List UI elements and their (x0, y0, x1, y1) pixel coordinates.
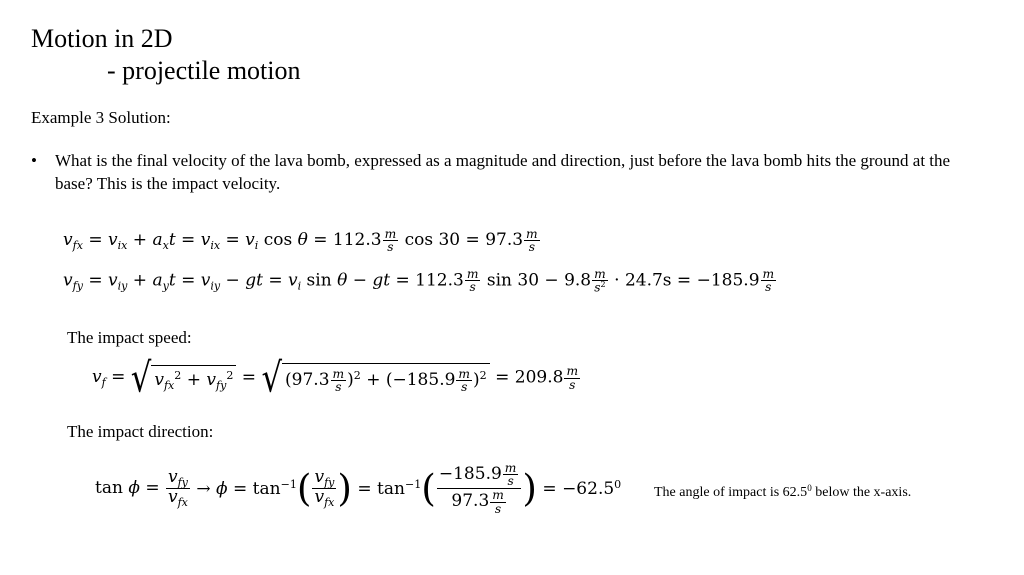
angle-note-prefix: The angle of impact is 62.5 (654, 485, 808, 500)
equation-impact-speed: $v_f$ = √ $v_{fx}^2 + v_{fy}^2$ = √ (97.3 $\frac{m}{s}$ )$^2$ + (−185.9 $\frac{m}{s}$ )$^2$ = 209.8 $\frac{m}{s}$ (92, 354, 579, 402)
vfy-gravity: 9.8 (564, 270, 592, 291)
vfx-initial-speed: 112.3 (332, 230, 382, 251)
vfx-trig: cos 30 (404, 230, 461, 251)
direction-num-value: −185.9 (438, 464, 502, 485)
bullet-marker: • (31, 151, 37, 170)
slide-subtitle-line: - projectile motion (107, 56, 301, 85)
example-label: Example 3 Solution: (31, 108, 171, 127)
impact-direction-label: The impact direction: (67, 422, 214, 441)
speed-vfx-value: 97.3 (291, 370, 330, 391)
impact-speed-label: The impact speed: (67, 328, 192, 347)
speed-vfy-value: −185.9 (392, 370, 456, 391)
angle-note (654, 482, 911, 503)
bullet-question: What is the final velocity of the lava bomb, expressed as a magnitude and direction, just before the lava bomb hits the ground at the base? This is the impact velocity. (55, 151, 951, 193)
sqrt-values: √ (97.3 $\frac{m}{s}$ )$^2$ + (−185.9 $\frac{m}{s}$ )$^2$ (261, 362, 489, 394)
vfx-result: 97.3 (485, 230, 524, 251)
equation-impact-direction: tan ϕ = $\frac{v_{fy}}{v_{fx}}$ → $\phi = \tan^{-1}$( $\frac{v_{fy}}{v_{fx}}$ ) = $\tan^{-1}$( −185.9 $\frac{m}{s}$ 97.3 $\frac{m}{s}$ ) = $-62.5^0$ (95, 461, 622, 516)
direction-result: −62.5 (562, 479, 615, 499)
sqrt-components: √ $v_{fx}^2 + v_{fy}^2$ (131, 362, 237, 394)
slide-title: Motion in 2D (31, 24, 173, 53)
vfy-result: −185.9 (696, 270, 760, 291)
equation-vfy: $v_{fy} = v_{iy} + a_yt = v_{iy}$ − gt = $v_i$ sin θ − gt = 112.3 $\frac{m}{s}$ sin 30 − 9.8 $\frac{m}{s^2}$ · 24.7s = −185.9 $\frac{m}{s}$ (63, 267, 775, 295)
direction-result-degree: 0 (614, 477, 622, 491)
equation-vfx: $v_{fx} = v_{ix} + a_xt = v_{ix} = v_i$ cos θ = 112.3 $\frac{m}{s}$ cos 30 = 97.3 $\frac{m}{s}$ (63, 227, 538, 255)
angle-note-degree: 0 (807, 483, 812, 493)
vfy-time: 24.7s (624, 270, 672, 291)
direction-den-value: 97.3 (451, 491, 490, 512)
speed-result: 209.8 (514, 367, 564, 388)
vfy-trig: sin 30 (486, 270, 540, 291)
vfy-initial-speed: 112.3 (415, 270, 464, 291)
angle-note-suffix: below the x-axis. (811, 485, 912, 500)
